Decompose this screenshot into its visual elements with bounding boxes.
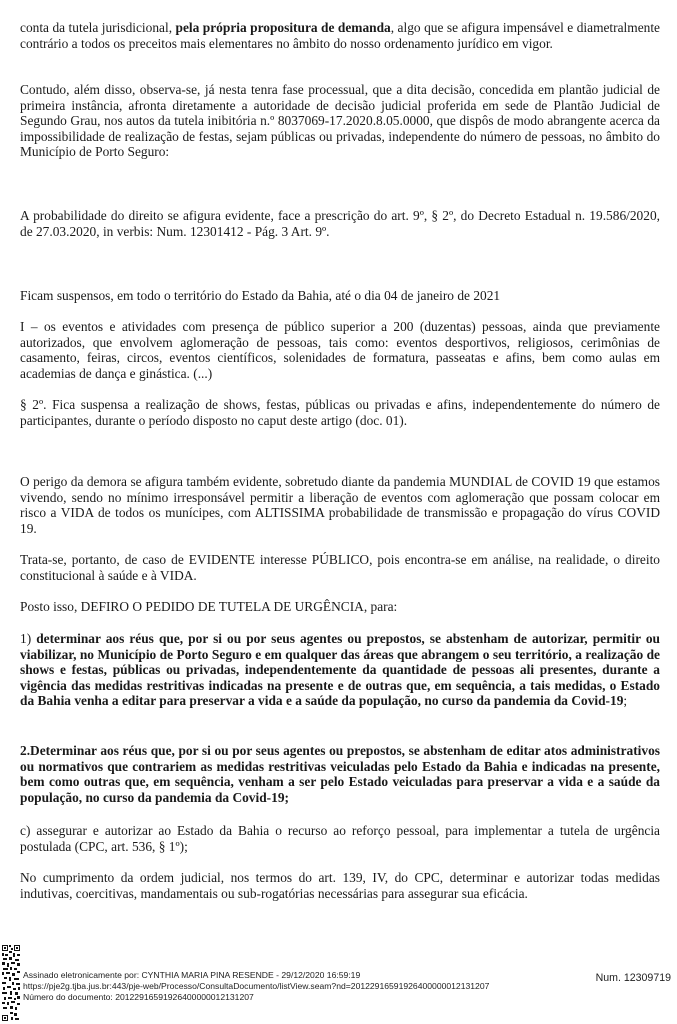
text-segment: O perigo da demora se afigura também evidente, sobretudo diante da pandemia MUNDIAL de COVID 19 que estamos vivendo, sendo no mínimo irresponsável permitir a liberação de eventos com aglomeração que possam colocar em risco a VIDA de todos os munícipes, com ALTISSIMA probabilidade de transmissão e propagação do vírus COVID 19.: [20, 474, 660, 536]
text-segment: Posto isso, DEFIRO O PEDIDO DE TUTELA DE URGÊNCIA, para:: [20, 599, 398, 614]
text-segment: § 2º. Fica suspensa a realização de shows, festas, públicas ou privadas e afins, independentemente do número de participantes, durante o período disposto no caput deste artigo (doc. 01).: [20, 397, 660, 428]
bold-text: pela própria propositura de demanda: [175, 20, 391, 35]
page-number: Num. 12309719: [595, 972, 671, 984]
text-segment: c) assegurar e autorizar ao Estado da Bahia o recurso ao reforço pessoal, para implementar a tutela de urgência postulada (CPC, art. 536, § 1º);: [20, 823, 660, 854]
signature-line: Assinado eletronicamente por: CYNTHIA MARIA PINA RESENDE - 29/12/2020 16:59:19: [23, 970, 361, 980]
text-segment: conta da tutela jurisdicional,: [20, 20, 176, 35]
paragraph: [20, 319, 660, 381]
document-number: Número do documento: 20122916591926400000012131207: [23, 992, 254, 1002]
text-segment: Ficam suspensos, em todo o território do Estado da Bahia, até o dia 04 de janeiro de 2021: [20, 288, 501, 303]
paragraph: [20, 20, 660, 51]
paragraph: [20, 288, 660, 304]
bold-text: 2.Determinar aos réus que, por si ou por seus agentes ou prepostos, se abstenham de editar atos administrativos ou normativos que contrariem as medidas restritivas veiculadas pelo Estado da Bahia e indicadas na presente, bem como outras que, em sequência, venham a ser pelo Estado veiculadas para preservar a vida e a saúde da população, no curso da pandemia da Covid-19;: [20, 743, 660, 805]
text-segment: No cumprimento da ordem judicial, nos termos do art. 139, IV, do CPC, determinar e autorizar todas medidas indutivas, coercitivas, mandamentais ou sub-rogatórias necessárias para assegurar sua eficácia.: [20, 870, 660, 901]
paragraph: [20, 599, 660, 615]
text-segment: 1): [20, 631, 37, 646]
text-segment: , algo que se afigura impensável e diametralmente contrário a todos os preceitos mais elementares no âmbito do nosso ordenamento jurídico em vigor.: [20, 20, 660, 51]
paragraph: [20, 743, 660, 805]
paragraph: [20, 631, 660, 709]
text-segment: Contudo, além disso, observa-se, já nesta tenra fase processual, que a dita decisão, concedida em plantão judicial de primeira instância, afronta diretamente a autoridade de decisão judicial proferida em sede de Plantão Judicial de Segundo Grau, nos autos da tutela inibitória n.º 8037069-17.2020.8.05.0000, que dispôs de modo abrangente acerca da impossibilidade de realização de festas, sejam públicas ou privadas, independente do número de pessoas, no âmbito do Município de Porto Seguro:: [20, 82, 660, 160]
signature-footer: [0, 940, 677, 1024]
paragraph: [20, 397, 660, 428]
paragraph: [20, 474, 660, 536]
text-segment: ;: [623, 693, 628, 709]
paragraph: [20, 870, 660, 901]
paragraph: [20, 823, 660, 854]
paragraph: [20, 552, 660, 583]
paragraph: [20, 208, 660, 239]
text-segment: A probabilidade do direito se afigura evidente, face a prescrição do art. 9º, § 2º, do Decreto Estadual n. 19.586/2020, de 27.03.2020, in verbis: Num. 12301412 - Pág. 3 Art. 9º.: [20, 208, 660, 239]
text-segment: Trata-se, portanto, de caso de EVIDENTE interesse PÚBLICO, pois encontra-se em análise, na realidade, o direito constitucional à saúde e à VIDA.: [20, 552, 660, 583]
verification-url[interactable]: https://pje2g.tjba.jus.br:443/pje-web/Processo/ConsultaDocumento/listView.seam?nd=20122916591926400000012131207: [23, 981, 490, 991]
paragraph: [20, 82, 660, 160]
qr-code-icon: [1, 943, 21, 1023]
bold-text: determinar aos réus que, por si ou por seus agentes ou prepostos, se abstenham de autorizar, permitir ou viabilizar, no Município de Porto Seguro e em qualquer das áreas que abrangem o seu território, a realização de shows e festas, públicas ou privadas, independentemente da quantidade de pessoas ali presentes, durante a vigência das medidas restritivas indicadas na presente e de outras que, em sequência, a tais medidas, o Estado da Bahia venha a editar para preservar a vida e a saúde da população, no curso da pandemia da Covid-19: [20, 631, 660, 709]
text-segment: I – os eventos e atividades com presença de público superior a 200 (duzentas) pessoas, ainda que previamente autorizados, que envolvem aglomeração de pessoas, tais como: eventos desportivos, religiosos, cerimônias de casamento, feiras, circos, eventos científicos, solenidades de formatura, passeatas e afins, bem como aulas em academias de dança e ginástica. (...): [20, 319, 660, 381]
